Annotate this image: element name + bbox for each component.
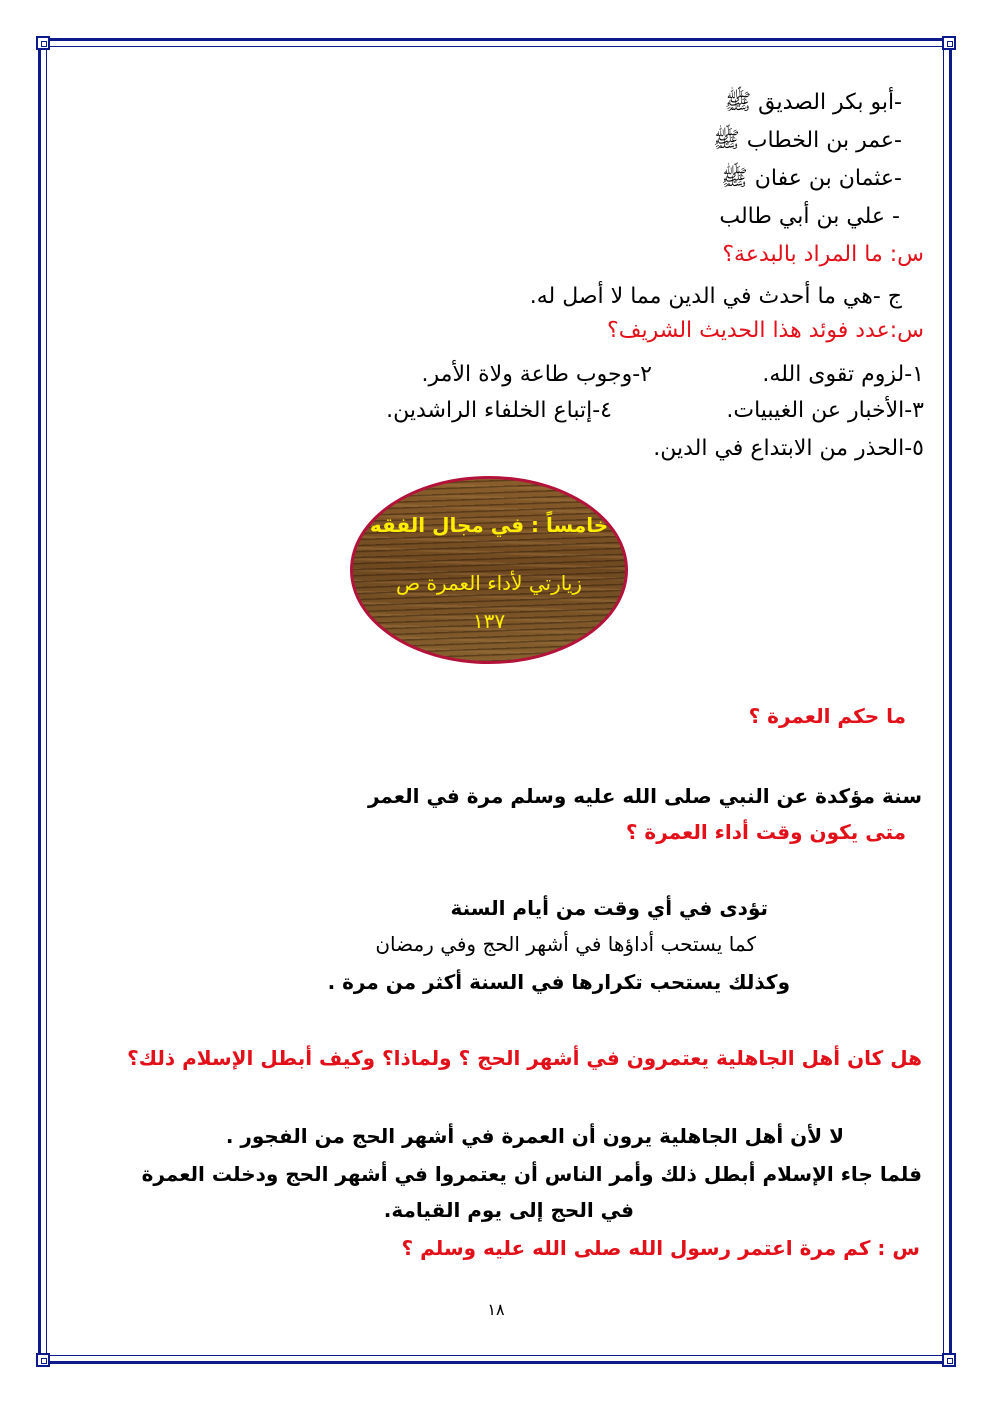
question-ruling: ما حكم العمرة ؟ bbox=[748, 704, 906, 728]
answer-jahiliyya-1: لا لأن أهل الجاهلية يرون أن العمرة في أشهر الحج من الفجور . bbox=[225, 1124, 844, 1148]
question-umrah-count: س : كم مرة اعتمر رسول الله صلى الله عليه وسلم ؟ bbox=[401, 1236, 920, 1260]
banner-title: خامساً : في مجال الفقه bbox=[369, 513, 609, 537]
answer-bidah: ج -هي ما أحدث في الدين مما لا أصل له. bbox=[529, 284, 902, 309]
answer-jahiliyya-3: في الحج إلى يوم القيامة. bbox=[383, 1198, 634, 1222]
caliph-line-4: - علي بن أبي طالب bbox=[719, 204, 900, 229]
caliph-line-2: -عمر بن الخطاب ﷺ bbox=[713, 128, 902, 153]
benefit-5: ٥-الحذر من الابتداع في الدين. bbox=[653, 436, 924, 461]
question-benefits: س:عدد فوئد هذا الحديث الشريف؟ bbox=[607, 318, 924, 343]
question-jahiliyya: هل كان أهل الجاهلية يعتمرون في أشهر الحج ؟ ولماذا؟ وكيف أبطل الإسلام ذلك؟ bbox=[127, 1046, 922, 1070]
caliph-line-3: -عثمان بن عفان ﷺ bbox=[721, 166, 902, 191]
benefit-2: ٢-وجوب طاعة ولاة الأمر. bbox=[421, 362, 652, 387]
banner-line-2: زيارتي لأداء العمرة ص bbox=[395, 571, 583, 595]
page-number: ١٨ bbox=[487, 1300, 505, 1319]
benefit-4: ٤-إتباع الخلفاء الراشدين. bbox=[386, 398, 612, 423]
caliph-line-1: -أبو بكر الصديق ﷺ bbox=[724, 90, 902, 115]
section-banner bbox=[350, 476, 628, 664]
answer-time-3: وكذلك يستحب تكرارها في السنة أكثر من مرة . bbox=[327, 970, 790, 994]
corner-ornament-bottom-left bbox=[36, 1353, 50, 1367]
question-bidah: س: ما المراد بالبدعة؟ bbox=[722, 242, 924, 267]
answer-time-1: تؤدى في أي وقت من أيام السنة bbox=[450, 896, 768, 920]
benefit-1: ١-لزوم تقوى الله. bbox=[762, 362, 924, 387]
banner-line-3: ١٣٧ bbox=[472, 609, 506, 633]
corner-ornament-top-left bbox=[36, 36, 50, 50]
answer-time-2: كما يستحب أداؤها في أشهر الحج وفي رمضان bbox=[375, 932, 756, 956]
corner-ornament-bottom-right bbox=[942, 1353, 956, 1367]
corner-ornament-top-right bbox=[942, 36, 956, 50]
answer-ruling: سنة مؤكدة عن النبي صلى الله عليه وسلم مرة في العمر bbox=[367, 784, 922, 808]
question-time: متى يكون وقت أداء العمرة ؟ bbox=[625, 820, 906, 844]
benefit-3: ٣-الأخبار عن الغيبيات. bbox=[726, 398, 924, 423]
answer-jahiliyya-2: فلما جاء الإسلام أبطل ذلك وأمر الناس أن يعتمروا في أشهر الحج ودخلت العمرة bbox=[141, 1162, 922, 1186]
